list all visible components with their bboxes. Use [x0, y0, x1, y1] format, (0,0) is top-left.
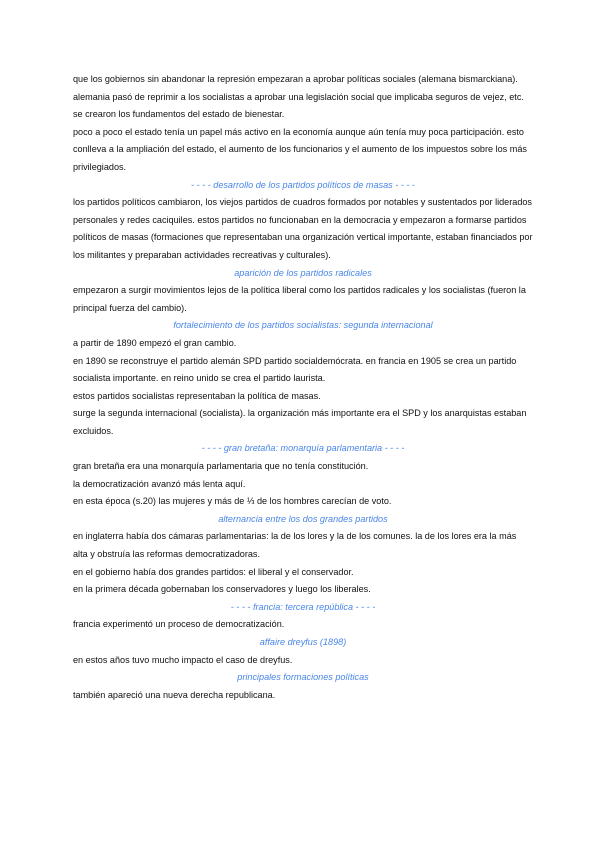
paragraph: poco a poco el estado tenía un papel más activo en la economía aunque aún tenía muy poca participación. esto conlleva a la ampliación del estado, el aumento de los funcionarios y el aumento de los impuestos sobre los más privilegiados. [73, 126, 527, 172]
paragraph: alemania pasó de reprimir a los socialistas a aprobar una legislación social que implicaba seguros de vejez, etc. [73, 91, 524, 102]
paragraph: gran bretaña era una monarquía parlamentaria que no tenía constitución. [73, 461, 369, 472]
section-heading: principales formaciones políticas [237, 672, 369, 683]
paragraph: surge la segunda internacional (socialista). la organización más importante era el SPD y los anarquistas estaban excluidos. [73, 408, 527, 436]
paragraph: la democratización avanzó más lenta aquí. [73, 478, 246, 489]
paragraph: en estos años tuvo mucho impacto el caso de dreyfus. [73, 654, 293, 665]
paragraph: en el gobierno había dos grandes partidos: el liberal y el conservador. [73, 566, 354, 577]
paragraph: también apareció una nueva derecha republicana. [73, 689, 276, 700]
paragraph: empezaron a surgir movimientos lejos de la política liberal como los partidos radicales y los socialistas (fueron la principal fuerza del cambio). [73, 285, 526, 313]
paragraph: se crearon los fundamentos del estado de bienestar. [73, 109, 285, 120]
paragraph: los partidos políticos cambiaron, los viejos partidos de cuadros formados por notables y sustentados por liderados personales y redes caciquiles. estos partidos no funcionaban en la democracia y empezaron a formarse partidos políticos de masas (formaciones que representaban una organización vertical importante, estaban financiados por los militantes y preparaban actividades recreativas y culturales). [73, 197, 533, 260]
paragraph: en inglaterra había dos cámaras parlamentarias: la de los lores y la de los comunes. la de los lores era la más alta y obstruía las reformas democratizadoras. [73, 531, 517, 560]
paragraph: en 1890 se reconstruye el partido alemán SPD partido socialdemócrata. en francia en 1905 se crea un partido socialista importante. en reino unido se crea el partido laurista. [73, 355, 517, 384]
section-heading: alternancia entre los dos grandes partidos [218, 513, 388, 524]
section-heading: - - - - francia: tercera república - - - - [230, 601, 376, 612]
document-body [73, 71, 533, 704]
paragraph: en la primera década gobernaban los conservadores y luego los liberales. [73, 584, 371, 595]
section-heading: affaire dreyfus (1898) [259, 637, 347, 647]
section-heading: - - - - gran bretaña: monarquía parlamentaria - - - - [201, 443, 405, 454]
paragraph: que los gobiernos sin abandonar la represión empezaran a aprobar políticas sociales (alemana bismarckiana). [73, 74, 518, 84]
paragraph: estos partidos socialistas representaban la política de masas. [73, 390, 321, 401]
paragraph: a partir de 1890 empezó el gran cambio. [73, 337, 237, 348]
section-heading: fortalecimiento de los partidos socialistas: segunda internacional [173, 320, 433, 331]
section-heading: aparición de los partidos radicales [234, 267, 372, 278]
section-heading: - - - - desarrollo de los partidos políticos de masas - - - - [191, 179, 415, 190]
paragraph: en esta época (s.20) las mujeres y más de ⅓ de los hombres carecían de voto. [73, 496, 392, 507]
paragraph: francia experimentó un proceso de democratización. [73, 619, 285, 630]
